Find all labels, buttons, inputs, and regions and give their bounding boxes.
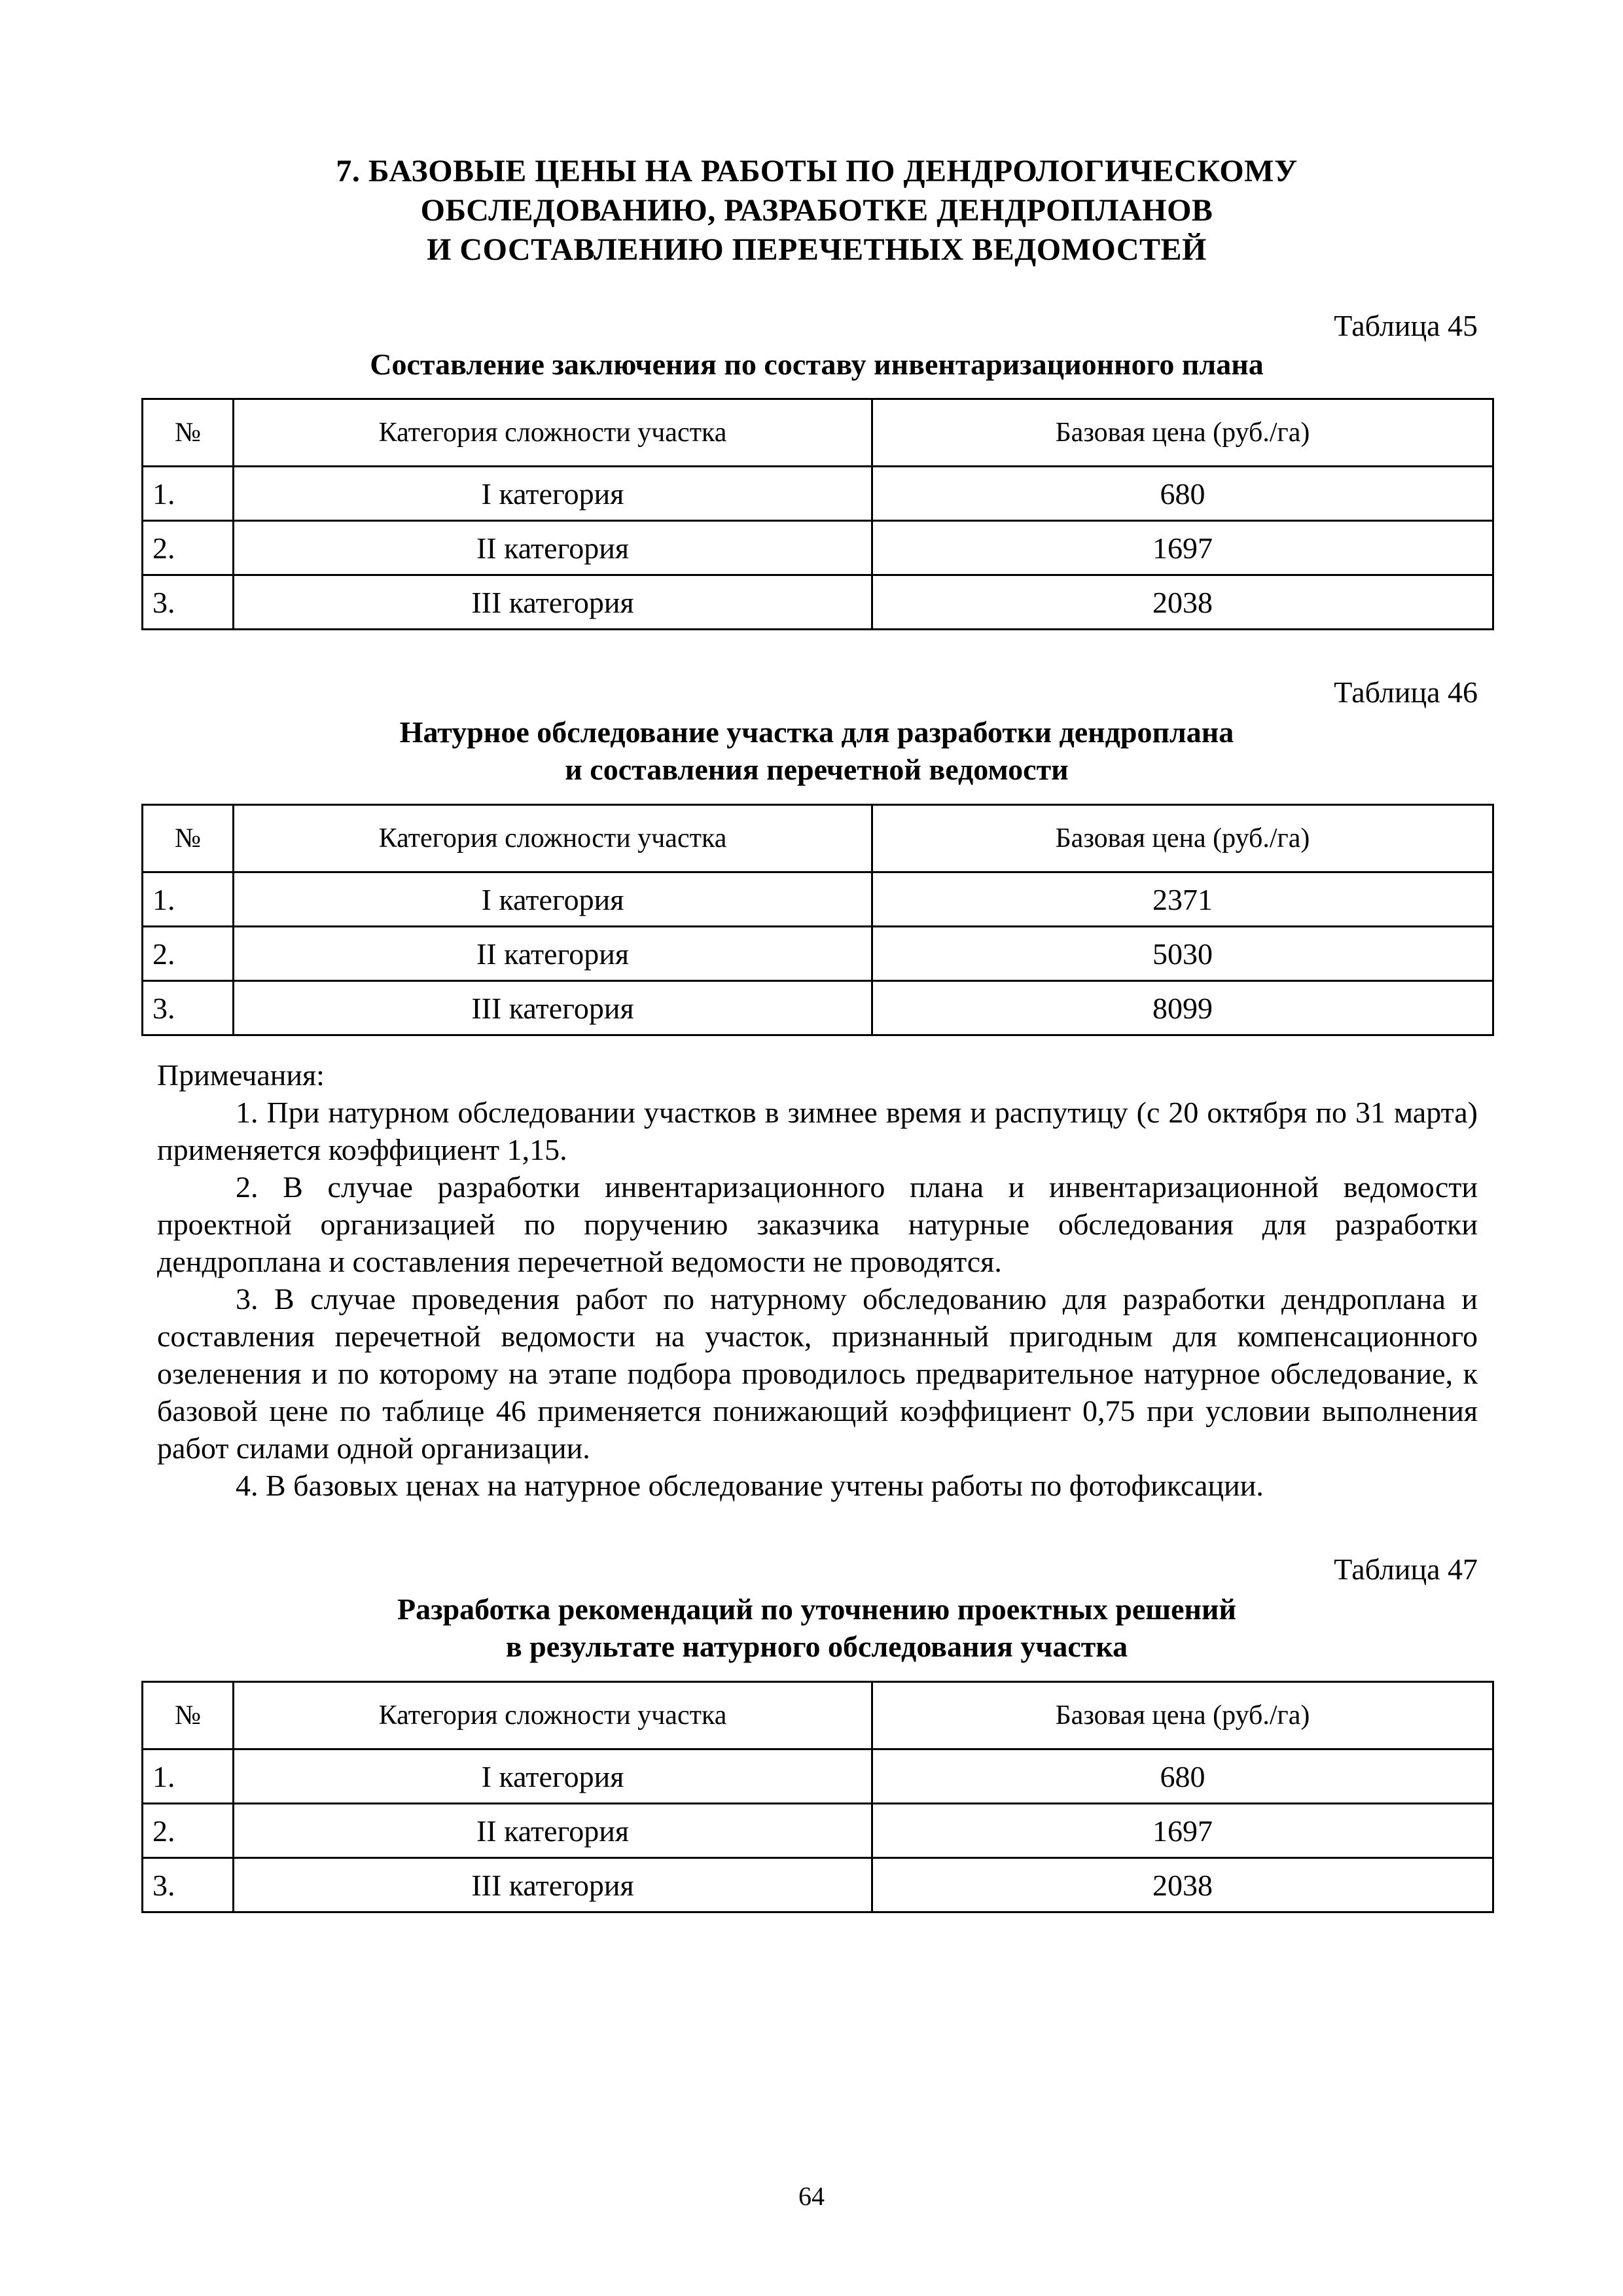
table-row: [143, 467, 1493, 521]
cell-number: 2.: [143, 927, 234, 981]
table-caption-line: Составление заключения по составу инвентаризационного плана: [370, 348, 1264, 381]
header-price: Базовая цена (руб./га): [872, 399, 1493, 467]
header-number: №: [143, 805, 234, 872]
table-47: [141, 1681, 1494, 1913]
table-46: [141, 804, 1494, 1036]
section-title-line: И СОСТАВЛЕНИЮ ПЕРЕЧЕТНЫХ ВЕДОМОСТЕЙ: [427, 232, 1207, 267]
header-category: Категория сложности участка: [234, 1682, 872, 1749]
table-46-caption: [141, 713, 1492, 788]
cell-price: 680: [872, 1749, 1493, 1804]
cell-category: III категория: [234, 1858, 872, 1912]
table-46-number: Таблица 46: [1334, 675, 1478, 709]
cell-number: 1.: [143, 467, 234, 521]
cell-price: 1697: [872, 521, 1493, 575]
header-category: Категория сложности участка: [234, 399, 872, 467]
cell-category: II категория: [234, 521, 872, 575]
section-title: [141, 152, 1492, 270]
header-price: Базовая цена (руб./га): [872, 1682, 1493, 1749]
cell-category: III категория: [234, 981, 872, 1035]
cell-number: 1.: [143, 872, 234, 927]
notes-heading: Примечания:: [157, 1058, 325, 1092]
page-number: 64: [798, 2181, 825, 2211]
table-45-caption: [141, 346, 1492, 383]
table-row: [143, 1858, 1493, 1912]
table-row: [143, 521, 1493, 575]
table-row: [143, 1749, 1493, 1804]
cell-price: 2038: [872, 1858, 1493, 1912]
cell-category: III категория: [234, 575, 872, 630]
table-row: [143, 1804, 1493, 1858]
note-item: 4. В базовых ценах на натурное обследование учтены работы по фотофиксации.: [236, 1469, 1264, 1502]
cell-number: 3.: [143, 1858, 234, 1912]
table-row: [143, 872, 1493, 927]
cell-price: 8099: [872, 981, 1493, 1035]
table-header-row: [143, 1682, 1493, 1749]
cell-number: 1.: [143, 1749, 234, 1804]
cell-number: 3.: [143, 981, 234, 1035]
cell-number: 2.: [143, 521, 234, 575]
header-number: №: [143, 399, 234, 467]
cell-price: 2038: [872, 575, 1493, 630]
cell-price: 5030: [872, 927, 1493, 981]
table-45: [141, 398, 1494, 630]
cell-category: I категория: [234, 467, 872, 521]
section-title-line: ОБСЛЕДОВАНИЮ, РАЗРАБОТКЕ ДЕНДРОПЛАНОВ: [420, 193, 1213, 228]
table-47-caption: [141, 1590, 1492, 1665]
cell-category: II категория: [234, 927, 872, 981]
table-caption-line: Натурное обследование участка для разработки дендроплана: [399, 715, 1234, 749]
table-row: [143, 927, 1493, 981]
cell-number: 2.: [143, 1804, 234, 1858]
table-caption-line: в результате натурного обследования участка: [505, 1630, 1128, 1663]
header-price: Базовая цена (руб./га): [872, 805, 1493, 872]
note-item: 3. В случае проведения работ по натурному обследованию для разработки дендроплана и составления перечетной ведомости на участок, признанный пригодным для компенсационного озеленения и по которому на этапе подбора проводилось предварительное натурное обследование, к базовой цене по таблице 46 применяется понижающий коэффициент 0,75 при условии выполнения работ силами одной организации.: [157, 1282, 1478, 1465]
table-47-number: Таблица 47: [1334, 1552, 1478, 1586]
table-header-row: [143, 805, 1493, 872]
note-item: 1. При натурном обследовании участков в зимнее время и распутицу (с 20 октября по 31 марта) применяется коэффициент 1,15.: [157, 1096, 1478, 1166]
table-45-number: Таблица 45: [1334, 309, 1478, 342]
header-category: Категория сложности участка: [234, 805, 872, 872]
header-number: №: [143, 1682, 234, 1749]
table-row: [143, 981, 1493, 1035]
notes: [157, 1056, 1478, 1504]
cell-price: 1697: [872, 1804, 1493, 1858]
cell-price: 2371: [872, 872, 1493, 927]
table-caption-line: и составления перечетной ведомости: [565, 753, 1069, 786]
table-header-row: [143, 399, 1493, 467]
section-title-line: 7. БАЗОВЫЕ ЦЕНЫ НА РАБОТЫ ПО ДЕНДРОЛОГИЧЕСКОМУ: [336, 154, 1298, 188]
table-caption-line: Разработка рекомендаций по уточнению проектных решений: [397, 1592, 1237, 1626]
note-item: 2. В случае разработки инвентаризационного плана и инвентаризационной ведомости проектной организацией по поручению заказчика натурные обследования для разработки дендроплана и составления перечетной ведомости не проводятся.: [157, 1170, 1478, 1278]
cell-category: II категория: [234, 1804, 872, 1858]
cell-category: I категория: [234, 872, 872, 927]
cell-price: 680: [872, 467, 1493, 521]
cell-category: I категория: [234, 1749, 872, 1804]
cell-number: 3.: [143, 575, 234, 630]
table-row: [143, 575, 1493, 630]
